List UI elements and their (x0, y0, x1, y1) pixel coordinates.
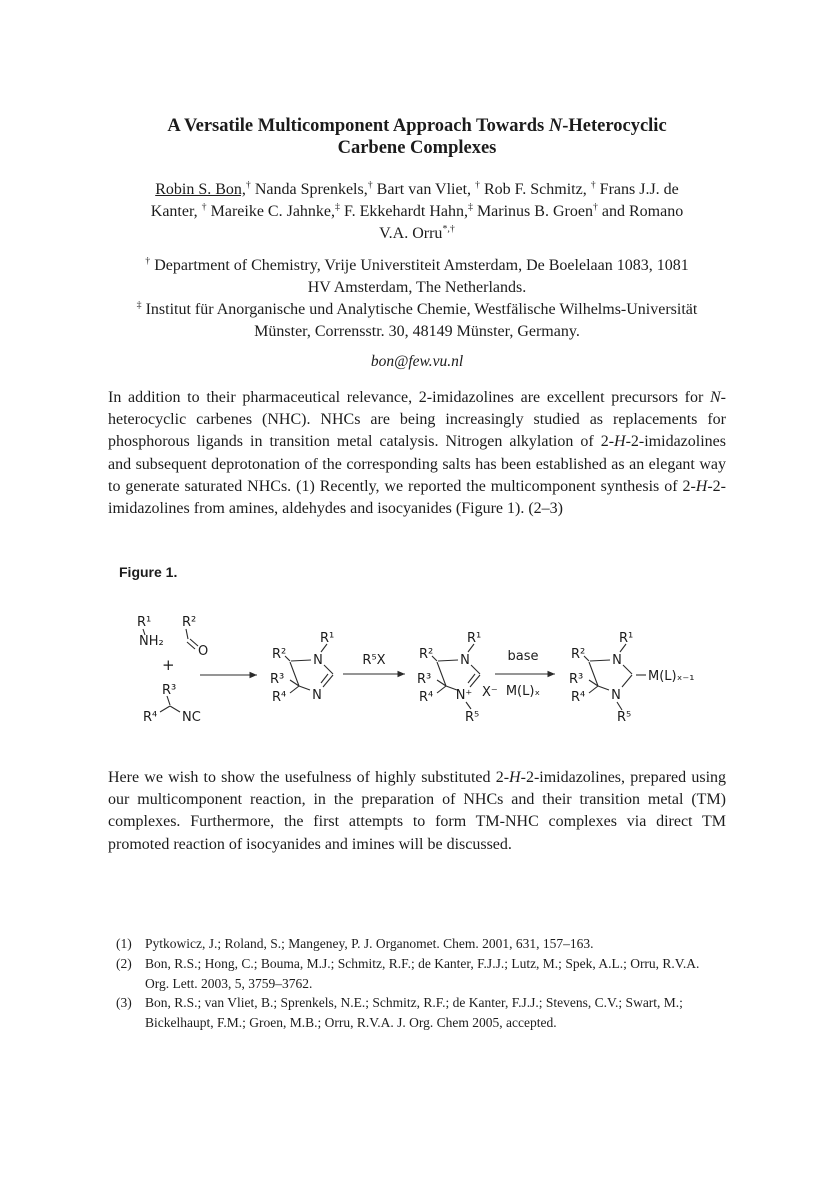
ring2-counterion-label: X⁻ (482, 685, 498, 700)
aldehyde-o-label: O (198, 644, 209, 659)
ring2-r3-label: R³ (417, 672, 432, 687)
aldehyde-r2-label: R² (182, 615, 197, 630)
reference-item (116, 993, 720, 1033)
isocyanide-r4-label: R⁴ (143, 710, 158, 725)
ring3-n-bottom-label: N (611, 688, 621, 703)
plus-sign: + (162, 656, 175, 674)
reference-number: (2) (116, 955, 132, 971)
body-paragraph: Here we wish to show the usefulness of highly substituted 2-H-2-imidazolines, prepared using our multicomponent reaction, in the preparation of NHCs and their transition metal (TM) complexes. Furthermore, the first attempts to form TM-NHC complexes via direct TM promoted reaction of isocyanides and imines will be discussed. (108, 769, 727, 853)
author-list: Robin S. Bon,† Nanda Sprenkels,† Bart van Vliet, † Rob F. Schmitz, † Frans J.J. de Kanter, † Mareike C. Jahnke,‡ F. Ekkehardt Hahn,‡ Marinus B. Groen† and Romano V.A. Orru*,† (150, 179, 684, 242)
reference-list (116, 934, 720, 1033)
ring1-r4-label: R⁴ (272, 690, 287, 705)
ring1-n-top-label: N (313, 653, 323, 668)
ring3-r1-label: R¹ (619, 631, 634, 646)
amine-nh2-label: NH₂ (139, 634, 164, 649)
figure-label: Figure 1. (119, 564, 178, 580)
scheme-labels (137, 615, 694, 725)
ring3-metal-complex-label: M(L)ₓ₋₁ (648, 669, 695, 684)
ring2-r1-label: R¹ (467, 631, 482, 646)
reference-number: (3) (116, 995, 132, 1011)
isocyanide-r3-label: R³ (162, 683, 177, 698)
affiliations: † Department of Chemistry, Vrije Universtiteit Amsterdam, De Boelelaan 1083, 1081 HV Amsterdam, The Netherlands. ‡ Institut für Anorganische und Analytische Chemie, Westfälische Wilhelms-Universität Münster, Corrensstr. 30, 48149 Münster, Germany. (136, 255, 698, 340)
ring2-n-plus-label: N⁺ (455, 688, 473, 703)
reaction-scheme-figure (112, 598, 732, 760)
ring3-n-top-label: N (612, 653, 622, 668)
ring3-r3-label: R³ (569, 672, 584, 687)
arrow2-reagent-label: R⁵X (362, 653, 386, 668)
isocyanide-nc-label: NC (182, 710, 201, 725)
ring1-r3-label: R³ (270, 672, 285, 687)
reference-item (116, 954, 720, 994)
amine-r1-label: R¹ (137, 615, 152, 630)
ring1-r1-label: R¹ (320, 631, 335, 646)
arrow3-metal-label: M(L)ₓ (505, 684, 541, 699)
reference-text: Bon, R.S.; Hong, C.; Bouma, M.J.; Schmitz, R.F.; de Kanter, F.J.J.; Lutz, M.; Spek, A.L.; Orru, R.V.A. Org. Lett. 2003, 5, 3759–3762. (145, 955, 700, 991)
ring2-r5-label: R⁵ (465, 710, 480, 725)
arrow3-base-label: base (507, 649, 539, 664)
abstract-paragraph: In addition to their pharmaceutical relevance, 2-imidazolines are excellent precursors for N-heterocyclic carbenes (NHC). NHCs are being increasingly studied as replacements for phosphorous ligands in transition metal catalysis. Nitrogen alkylation of 2-H-2-imidazolines and subsequent deprotonation of the corresponding salts has been established as an elegant way to generate saturated NHCs. (1) Recently, we reported the multicomponent synthesis of 2-H-2-imidazolines from amines, aldehydes and isocyanides (Figure 1). (2–3) (108, 389, 726, 518)
paper-title: A Versatile Multicomponent Approach Towards N-Heterocyclic Carbene Complexes (167, 116, 667, 158)
reference-number: (1) (116, 936, 132, 951)
reference-item (116, 934, 720, 954)
ring3-r4-label: R⁴ (571, 690, 586, 705)
ring2-n-top-label: N (460, 653, 470, 668)
ring3-r2-label: R² (571, 647, 586, 662)
reference-text: Pytkowicz, J.; Roland, S.; Mangeney, P. J. Organomet. Chem. 2001, 631, 157–163. (145, 936, 594, 951)
ring3-r5-label: R⁵ (617, 710, 632, 725)
ring1-r2-label: R² (272, 647, 287, 662)
reference-text: Bon, R.S.; van Vliet, B.; Sprenkels, N.E.; Schmitz, R.F.; de Kanter, F.J.J.; Stevens, C.V.; Swart, M.; Bickelhaupt, F.M.; Groen, M.B.; Orru, R.V.A. J. Org. Chem 2005, accepted. (145, 995, 683, 1031)
contact-email: bon@few.vu.nl (370, 353, 464, 370)
ring2-r2-label: R² (419, 647, 434, 662)
ring1-n-bottom-label: N (312, 688, 322, 703)
ring2-r4-label: R⁴ (419, 690, 434, 705)
